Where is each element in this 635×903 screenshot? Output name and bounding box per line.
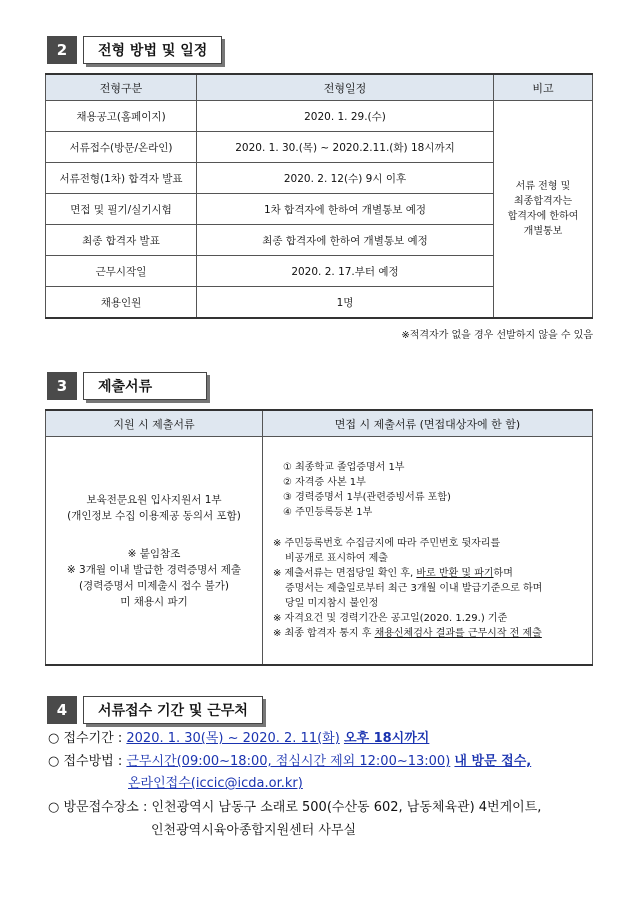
doc-line: (경력증명서 미제출시 접수 불가) [78,579,230,592]
value: 인천광역시 남동구 소래로 500(수산동 602, 남동체육관) 4번게이트, [151,800,542,815]
label: ○ 접수방법 : [48,754,123,769]
value: 인천광역시육아종합지원센터 사무실 [151,823,357,838]
documents-table [45,409,593,666]
remarks-line: 서류 전형 및 [515,181,571,192]
table-header: 비고 [494,74,593,101]
section-4-heading [47,696,263,724]
table-row [46,101,593,132]
table-header: 전형일정 [197,74,494,101]
value-bold: 내 방문 접수, [454,754,532,769]
interview-docs-cell [263,437,593,666]
online-receipt-line [48,774,303,794]
section-number: 2 [47,36,77,64]
table-cell: 서류전형(1차) 합격자 발표 [46,163,197,194]
note-line: ※ 자격요건 및 경력기간은 공고일(2020. 1.29.) 기준 [273,613,508,624]
table-cell: 2020. 2. 12(수) 9시 이후 [197,163,494,194]
receipt-method-line [48,752,531,772]
doc-line: 미 채용시 파기 [120,595,188,608]
doc-line: ① 최종학교 졸업증명서 1부 [283,462,405,473]
remarks-line: 개별통보 [523,226,563,237]
table-header: 지원 시 제출서류 [46,410,263,437]
visit-location-line [48,798,541,818]
table-cell: 2020. 2. 17.부터 예정 [197,256,494,287]
table-cell: 최종 합격자에 한하여 개별통보 예정 [197,225,494,256]
table-cell: 면접 및 필기/실기시험 [46,194,197,225]
section-number: 4 [47,696,77,724]
table-cell: 2020. 1. 29.(수) [197,101,494,132]
footnote: ※적격자가 없을 경우 선발하지 않을 수 있음 [401,330,593,341]
online-receipt[interactable]: 온라인접수(iccic@icda.or.kr) [128,776,303,791]
doc-line: (개인정보 수집 이용제공 동의서 포함) [67,509,241,522]
note-line: 증명서는 제출일로부터 최근 3개월 이내 발급기준으로 하며 [285,583,543,594]
section-3-heading [47,372,207,400]
doc-line: ② 자격증 사본 1부 [283,477,366,488]
label: ○ 접수기간 : [48,731,123,746]
section-title: 제출서류 [83,372,207,400]
table-header: 전형구분 [46,74,197,101]
doc-line: ※ 3개월 이내 발급한 경력증명서 제출 [66,563,242,576]
section-2-heading [47,36,222,64]
remarks-line: 합격자에 한하여 [507,211,579,222]
value: 근무시간(09:00~18:00, 점심시간 제외 12:00~13:00) [126,754,451,769]
doc-line: ※ 붙임참조 [127,547,181,560]
table-cell: 1명 [197,287,494,319]
note-line: 당일 미지참시 불인정 [285,598,379,609]
note-line: ※ 최종 합격자 통지 후 채용신체검사 결과를 근무시작 전 제출 [273,628,542,639]
table-header: 면접 시 제출서류 (면접대상자에 한 함) [263,410,593,437]
label: ○ 방문접수장소 : [48,800,148,815]
value-bold: 오후 18시까지 [343,731,430,746]
table-cell: 채용인원 [46,287,197,319]
section-title: 서류접수 기간 및 근무처 [83,696,263,724]
note-line: ※ 주민등록번호 수집금지에 따라 주민번호 뒷자리를 [273,538,501,549]
table-cell: 최종 합격자 발표 [46,225,197,256]
remarks-line: 최종합격자는 [514,196,572,207]
visit-location-line-2 [48,821,356,841]
value: 2020. 1. 30(목) ~ 2020. 2. 11(화) [126,731,340,746]
application-docs-cell [46,437,263,666]
note-line: ※ 제출서류는 면접당일 확인 후, 바로 반환 및 파기하며 [273,568,513,579]
section-title: 전형 방법 및 일정 [83,36,222,64]
section-number: 3 [47,372,77,400]
note-line: 비공개로 표시하여 제출 [285,553,388,564]
doc-line: 보육전문요원 입사지원서 1부 [86,493,222,506]
table-cell: 근무시작일 [46,256,197,287]
table-cell: 1차 합격자에 한하여 개별통보 예정 [197,194,494,225]
remarks-cell [494,101,593,319]
table-cell: 채용공고(홈페이지) [46,101,197,132]
doc-line: ③ 경력증명서 1부(관련증빙서류 포함) [283,492,451,503]
table-cell: 서류접수(방문/온라인) [46,132,197,163]
receipt-period-line [48,729,429,749]
table-row [46,437,593,666]
table-cell: 2020. 1. 30.(목) ~ 2020.2.11.(화) 18시까지 [197,132,494,163]
schedule-table [45,73,593,319]
doc-line: ④ 주민등록등본 1부 [283,507,373,518]
